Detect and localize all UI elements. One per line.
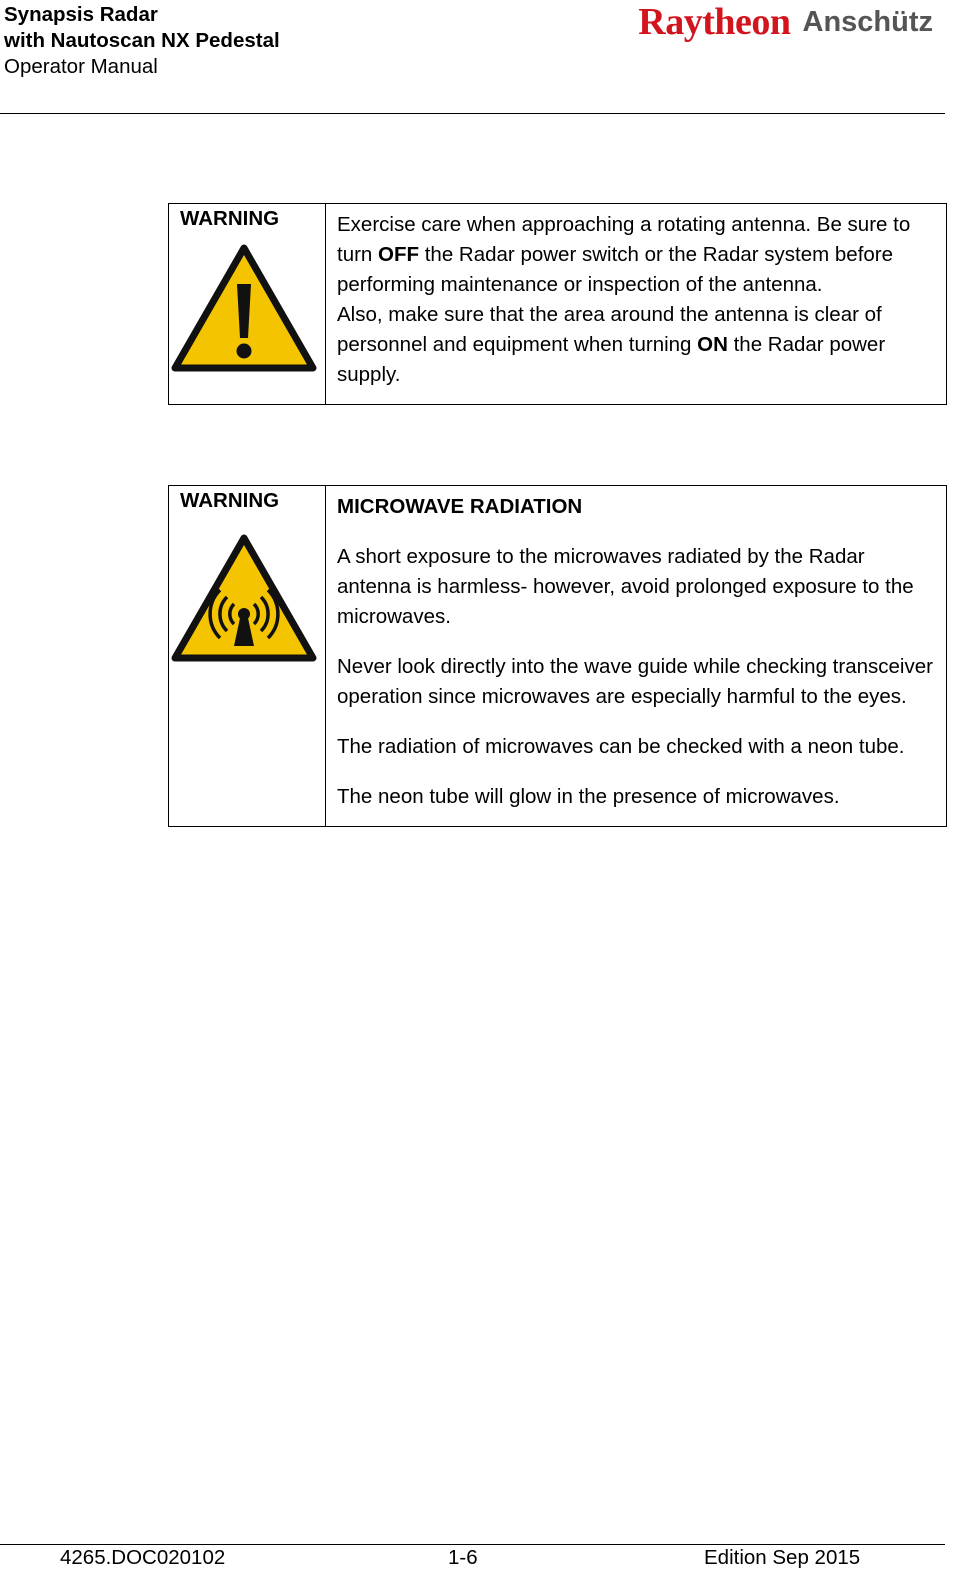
warning-paragraph-2: Also, make sure that the area around the antenna is clear of personnel and equipment when turning ON the Radar power supply. [337, 303, 886, 386]
footer-edition: Edition Sep 2015 [704, 1546, 861, 1569]
warning-heading: MICROWAVE RADIATION [337, 495, 583, 518]
warning-label-cell [169, 204, 326, 405]
company-logo [638, 0, 933, 44]
emphasis-on: ON [697, 333, 728, 356]
warning-text-cell [326, 486, 947, 827]
logo-anschutz: Anschütz [802, 6, 933, 38]
emphasis-off: OFF [378, 243, 420, 266]
warning-paragraph-1: Exercise care when approaching a rotating antenna. Be sure to turn OFF the Radar power switch or the Radar system before performing maintenance or inspection of the antenna. [337, 213, 911, 296]
warning-text-cell [326, 204, 947, 405]
header-document-type: Operator Manual [4, 55, 158, 78]
header-product-name: Synapsis Radar [4, 3, 158, 26]
warning-label: WARNING [180, 489, 280, 512]
general-warning-icon [171, 244, 317, 379]
footer-page-number: 1-6 [448, 1546, 478, 1569]
warning-paragraph-2: Never look directly into the wave guide while checking transceiver operation since microwaves are especially harmful to the eyes. [337, 655, 933, 708]
header-divider [0, 113, 945, 114]
warning-label: WARNING [180, 207, 280, 230]
header-product-variant: with Nautoscan NX Pedestal [4, 29, 280, 52]
document-header-title [4, 2, 280, 80]
footer-doc-number: 4265.DOC020102 [60, 1546, 226, 1569]
warning-box-rotating-antenna [168, 203, 947, 405]
logo-raytheon: Raytheon [638, 1, 791, 43]
warning-paragraph-3: The radiation of microwaves can be checked with a neon tube. [337, 735, 905, 758]
warning-paragraph-1: A short exposure to the microwaves radiated by the Radar antenna is harmless- however, avoid prolonged exposure to the microwaves. [337, 545, 914, 628]
warning-paragraph-4: The neon tube will glow in the presence of microwaves. [337, 785, 840, 808]
warning-label-cell [169, 486, 326, 827]
radiation-warning-icon [171, 534, 317, 669]
warning-box-microwave-radiation [168, 485, 947, 827]
